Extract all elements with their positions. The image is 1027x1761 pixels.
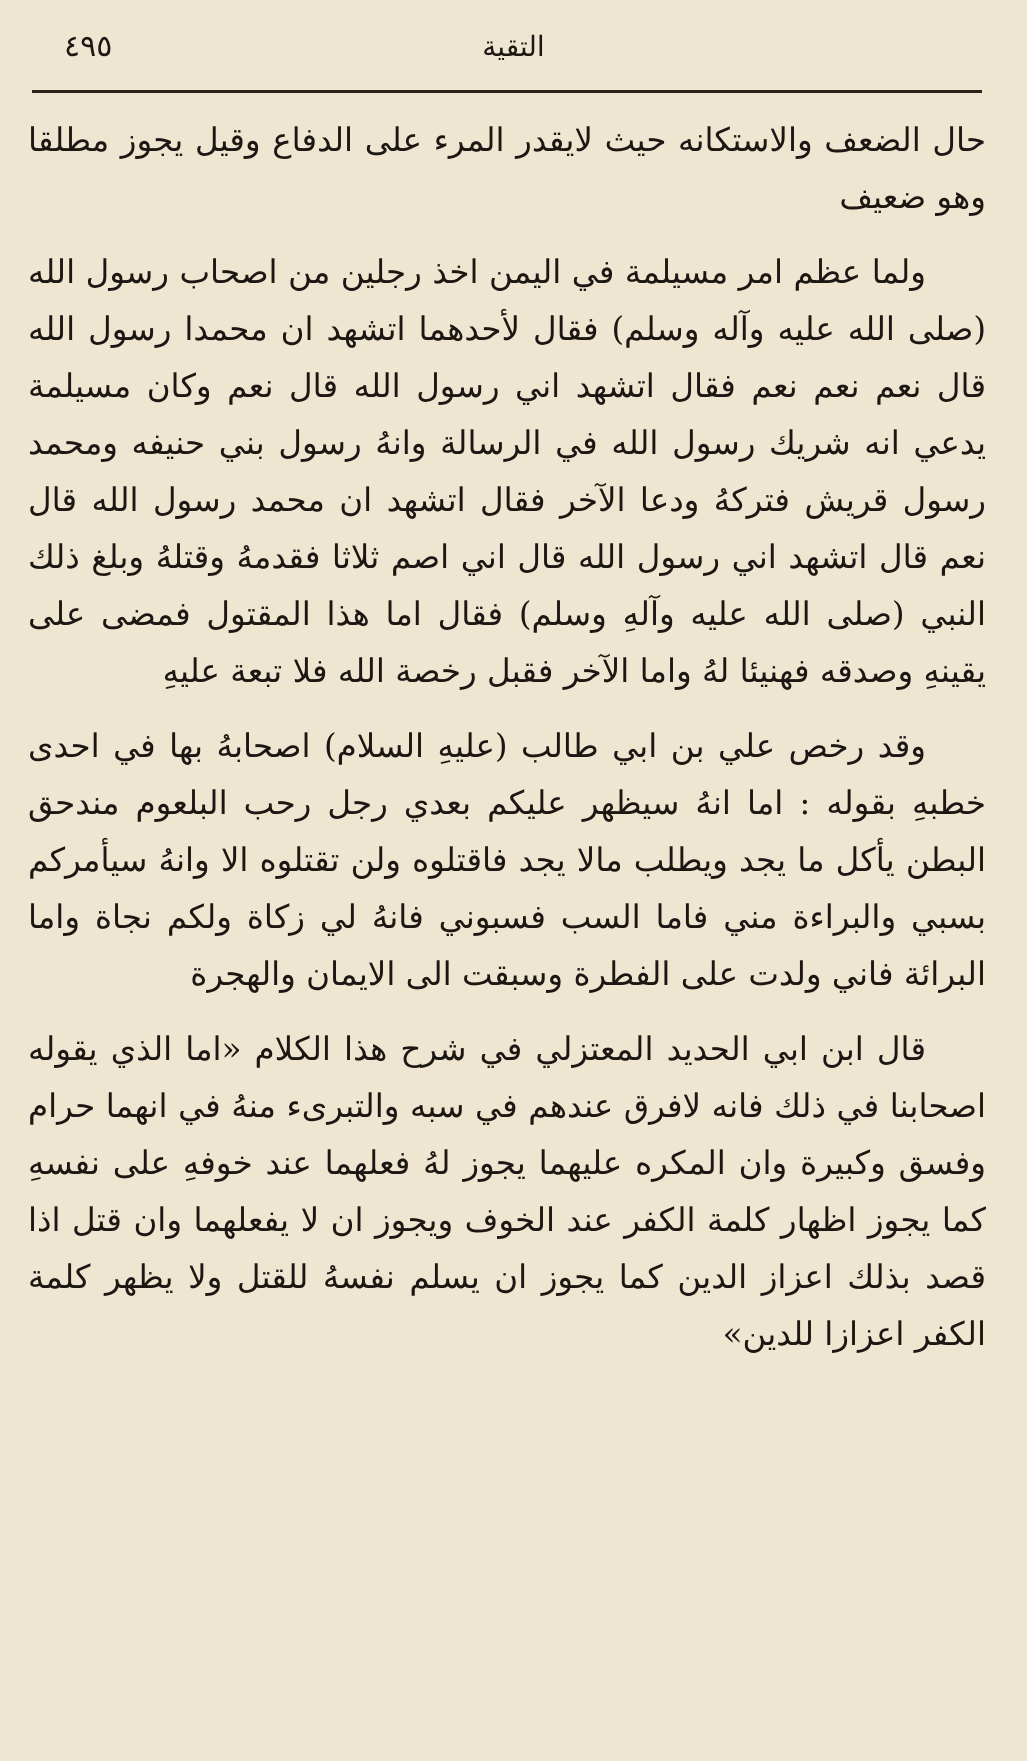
header-rule bbox=[32, 90, 982, 93]
paragraph-3: وقد رخص علي بن ابي طالب (عليهِ السلام) اصحابهُ بها في احدى خطبهِ بقوله : اما انهُ سيظهر عليكم بعدي رجل رحب البلعوم مندحق البطن يأكل ما يجد ويطلب مالا يجد فاقتلوه ولن تقتلوه الا وانهُ سيأمركم بسبي والبراءة مني فاما السب فسبوني فانهُ لي زكاة ولكم نجاة واما البرائة فاني ولدت على الفطرة وسبقت الى الايمان والهجرة bbox=[28, 727, 986, 993]
chapter-title: التقية bbox=[482, 30, 545, 63]
paragraph-gap bbox=[28, 1003, 986, 1021]
running-header bbox=[30, 22, 997, 72]
page-number: ٤٩٥ bbox=[64, 29, 113, 64]
paragraph-gap bbox=[28, 700, 986, 718]
paragraph-1: حال الضعف والاستكانه حيث لايقدر المرء على الدفاع وقيل يجوز مطلقا وهو ضعيف bbox=[28, 121, 986, 216]
paragraph-gap bbox=[28, 226, 986, 244]
paragraph-2: ولما عظم امر مسيلمة في اليمن اخذ رجلين من اصحاب رسول الله (صلى الله عليه وآله وسلم) فقال لأحدهما اتشهد ان محمدا رسول الله قال نعم نعم نعم فقال اتشهد اني رسول الله قال نعم وكان مسيلمة يدعي انه شريك رسول الله في الرسالة وانهُ رسول بني حنيفه ومحمد رسول قريش فتركهُ ودعا الآخر فقال اتشهد ان محمد رسول الله قال نعم قال اتشهد اني رسول الله قال اني اصم ثلاثا فقدمهُ وقتلهُ وبلغ ذلك النبي (صلى الله عليه وآلهِ وسلم) فقال اما هذا المقتول فمضى على يقينهِ وصدقه فهنيئا لهُ واما الآخر فقبل رخصة الله فلا تبعة عليهِ bbox=[28, 253, 986, 690]
body-text bbox=[28, 112, 986, 1363]
paragraph-4: قال ابن ابي الحديد المعتزلي في شرح هذا الكلام «اما الذي يقوله اصحابنا في ذلك فانه لافرق عندهم في سبه والتبرىء منهُ في انهما حرام وفسق وكبيرة وان المكره عليهما يجوز لهُ فعلهما عند خوفهِ على نفسهِ كما يجوز اظهار كلمة الكفر عند الخوف ويجوز ان لا يفعلهما وان قتل اذا قصد بذلك اعزاز الدين كما يجوز ان يسلم نفسهُ للقتل ولا يظهر كلمة الكفر اعزازا للدين» bbox=[28, 1030, 986, 1353]
